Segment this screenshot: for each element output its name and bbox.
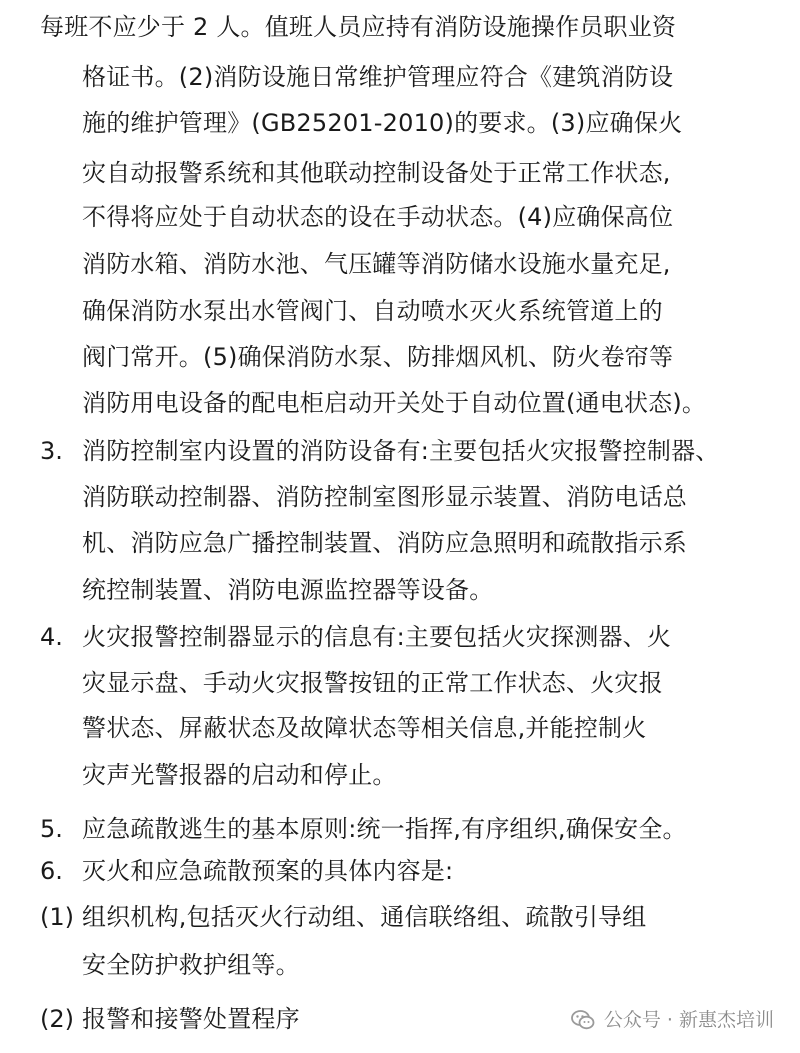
sub-marker-1: (1)	[40, 903, 74, 931]
text-line-21: 安全防护救护组等。	[82, 951, 300, 979]
text-line-15: 灾显示盘、手动火灾报警按钮的正常工作状态、火灾报	[82, 669, 663, 697]
text-line-12: 机、消防应急广播控制装置、消防应急照明和疏散指示系	[82, 529, 687, 557]
list-marker-3: 3.	[40, 437, 63, 465]
text-line-22: 报警和接警处置程序	[82, 1005, 300, 1033]
text-line-9: 消防用电设备的配电柜启动开关处于自动位置(通电状态)。	[82, 389, 707, 417]
list-marker-6: 6.	[40, 857, 63, 885]
text-line-14: 火灾报警控制器显示的信息有:主要包括火灾探测器、火	[82, 623, 672, 651]
text-line-5: 不得将应处于自动状态的设在手动状态。(4)应确保高位	[82, 203, 674, 231]
list-marker-4: 4.	[40, 623, 63, 651]
text-line-16: 警状态、屏蔽状态及故障状态等相关信息,并能控制火	[82, 714, 647, 742]
text-line-18: 应急疏散逃生的基本原则:统一指挥,有序组织,确保安全。	[82, 815, 687, 843]
text-line-19: 灭火和应急疏散预案的具体内容是:	[82, 857, 454, 885]
watermark-text: 公众号 · 新惠杰培训	[603, 1009, 774, 1031]
text-line-11: 消防联动控制器、消防控制室图形显示装置、消防电话总	[82, 483, 687, 511]
text-line-17: 灾声光警报器的启动和停止。	[82, 761, 397, 789]
wechat-icon	[570, 1007, 596, 1033]
text-line-4: 灾自动报警系统和其他联动控制设备处于正常工作状态,	[82, 159, 671, 187]
text-line-13: 统控制装置、消防电源监控器等设备。	[82, 576, 494, 604]
text-line-7: 确保消防水泵出水管阀门、自动喷水灭火系统管道上的	[82, 297, 663, 325]
watermark	[570, 1006, 774, 1034]
text-line-20: 组织机构,包括灭火行动组、通信联络组、疏散引导组	[82, 903, 647, 931]
text-line-2: 格证书。(2)消防设施日常维护管理应符合《建筑消防设	[82, 63, 674, 91]
text-line-10: 消防控制室内设置的消防设备有:主要包括火灾报警控制器、	[82, 437, 720, 465]
text-line-1: 每班不应少于 2 人。值班人员应持有消防设施操作员职业资	[40, 13, 677, 41]
text-line-8: 阀门常开。(5)确保消防水泵、防排烟风机、防火卷帘等	[82, 343, 674, 371]
text-line-3: 施的维护管理》(GB25201-2010)的要求。(3)应确保火	[82, 109, 683, 137]
sub-marker-2: (2)	[40, 1005, 74, 1033]
list-marker-5: 5.	[40, 815, 63, 843]
text-line-6: 消防水箱、消防水池、气压罐等消防储水设施水量充足,	[82, 250, 671, 278]
